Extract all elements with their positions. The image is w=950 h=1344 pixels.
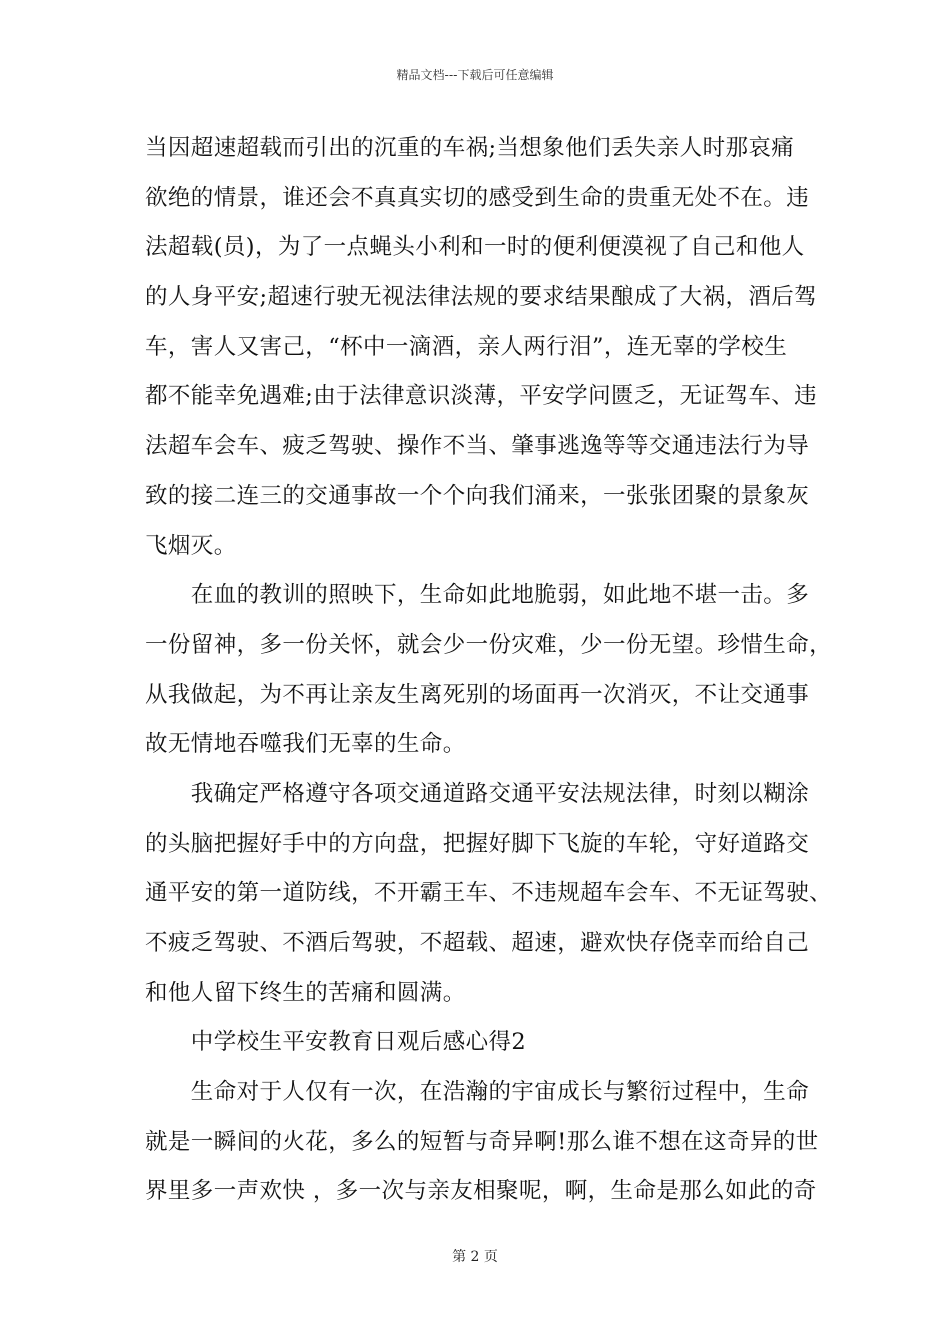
text-line: 的头脑把握好手中的方向盘，把握好脚下飞旋的车轮，守好道路交 — [145, 830, 810, 857]
text-line: 在血的教训的照映下，生命如此地脆弱，如此地不堪一击。多 — [145, 582, 810, 609]
text-line: 都不能幸免遇难;由于法律意识淡薄，平安学问匮乏，无证驾车、违 — [145, 383, 818, 410]
text-line: 一份留神，多一份关怀，就会少一份灾难，少一份无望。珍惜生命， — [145, 631, 833, 658]
text-line: 当因超速超载而引出的沉重的车祸;当想象他们丢失亲人时那哀痛 — [145, 135, 795, 161]
text-line: 故无情地吞噬我们无辜的生命。 — [145, 731, 466, 758]
text-line: 不疲乏驾驶、不酒后驾驶，不超载、超速，避欢快存侥幸而给自己 — [145, 930, 810, 956]
text-line: 法超载(员)，为了一点蝇头小利和一时的便利便漠视了自己和他人 — [145, 234, 805, 261]
text-line: 通平安的第一道防线，不开霸王车、不违规超车会车、不无证驾驶、 — [145, 880, 833, 907]
text-line: 欲绝的情景，谁还会不真真实切的感受到生命的贵重无处不在。违 — [145, 184, 810, 211]
text-line: 和他人留下终生的苦痛和圆满。 — [145, 979, 466, 1006]
text-line: 界里多一声欢快 ，多一次与亲友相聚呢，啊，生命是那么如此的奇 — [145, 1178, 817, 1205]
text-line: 致的接二连三的交通事故一个个向我们涌来，一张张团聚的景象灰 — [145, 482, 810, 509]
document-body — [145, 128, 833, 1221]
text-line: 从我做起，为不再让亲友生离死别的场面再一次消灭，不让交通事 — [145, 681, 810, 708]
text-line: 就是一瞬间的火花，多么的短暂与奇异啊!那么谁不想在这奇异的世 — [145, 1128, 819, 1155]
text-line: 飞烟灭。 — [145, 532, 237, 559]
text-line: 法超车会车、疲乏驾驶、操作不当、肇事逃逸等等交通违法行为导 — [145, 433, 810, 460]
page-header: 精品文档---下载后可任意编辑 — [396, 68, 554, 82]
text-line: 的人身平安;超速行驶无视法律法规的要求结果酿成了大祸，酒后驾 — [145, 284, 818, 311]
text-line: 生命对于人仅有一次，在浩瀚的宇宙成长与繁衍过程中，生命 — [145, 1079, 810, 1106]
page-number: 第 2 页 — [452, 1249, 498, 1265]
text-line: 车，害人又害己，“杯中一滴酒，亲人两行泪”，连无辜的学校生 — [145, 333, 788, 360]
section-heading: 中学校生平安教育日观后感心得2 — [145, 1029, 527, 1056]
text-line: 我确定严格遵守各项交通道路交通平安法规法律，时刻以糊涂 — [145, 780, 810, 807]
